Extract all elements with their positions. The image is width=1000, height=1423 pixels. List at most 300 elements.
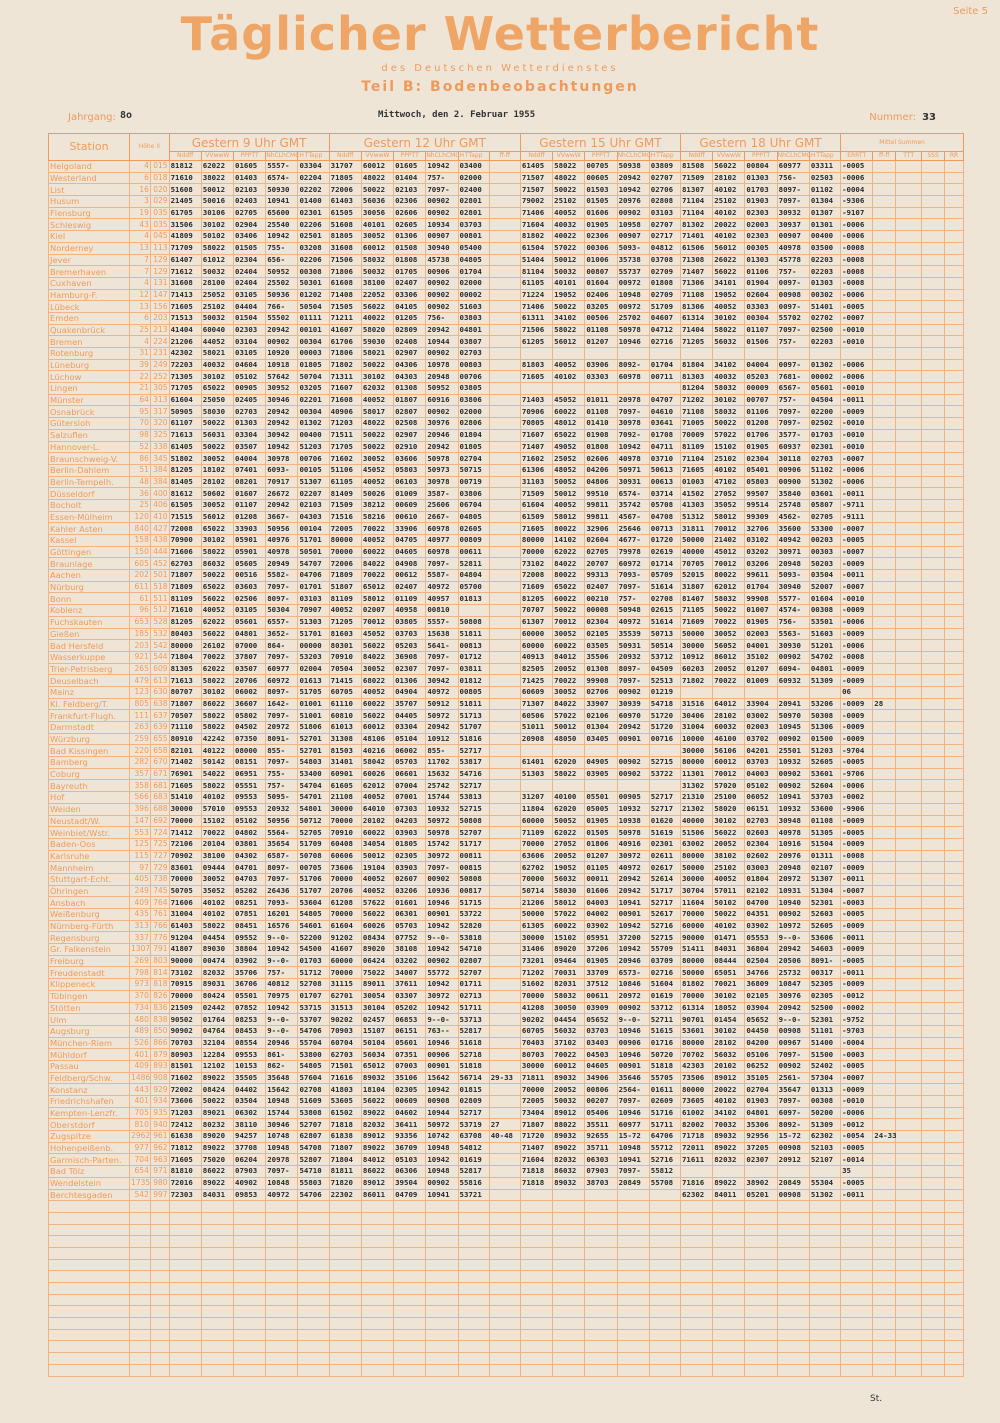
obs-cell: 03606 [394, 453, 426, 465]
obs-cell [585, 348, 617, 360]
obs-cell: 52807 [298, 1154, 329, 1166]
obs-cell: 81812 [169, 161, 201, 173]
obs-cell: 50705 [169, 885, 201, 897]
obs-cell: 51404 [520, 254, 552, 266]
obs-cell [489, 944, 520, 956]
obs-cell: 31608 [169, 277, 201, 289]
page-number: Seite 5 [953, 6, 988, 17]
obs-cell: 71404 [680, 324, 712, 336]
obs-cell: 08000 [234, 745, 266, 757]
obs-cell [489, 312, 520, 324]
station-height: 705 [130, 1107, 151, 1119]
obs-cell: 50978 [426, 453, 458, 465]
station-name: Nürburg [49, 581, 130, 593]
obs-cell: -0009 [841, 862, 873, 874]
obs-cell: 05201 [745, 1189, 777, 1201]
obs-cell: 01007 [745, 605, 777, 617]
obs-cell: 01619 [458, 1154, 489, 1166]
obs-cell: 60705 [329, 686, 361, 698]
obs-cell [896, 476, 922, 488]
obs-cell: 50022 [361, 441, 393, 453]
obs-cell: 03807 [458, 336, 489, 348]
obs-cell: 90202 [520, 1014, 552, 1026]
obs-cell [489, 231, 520, 243]
obs-cell [944, 651, 963, 663]
obs-cell: 52402 [809, 1060, 840, 1072]
obs-cell: 03904 [745, 1002, 777, 1014]
obs-cell: 60022 [361, 827, 393, 839]
obs-cell [896, 1189, 922, 1201]
obs-cell: 04804 [458, 570, 489, 582]
obs-cell: 40032 [713, 371, 745, 383]
obs-cell: 03905 [585, 768, 617, 780]
obs-cell: 89022 [201, 1072, 233, 1084]
empty-cell [458, 1318, 489, 1330]
obs-cell: 71604 [520, 1154, 552, 1166]
obs-cell [944, 535, 963, 547]
station-row [49, 266, 964, 278]
empty-cell [896, 1294, 922, 1306]
station-height: 337 [130, 932, 151, 944]
obs-cell: 40102 [201, 909, 233, 921]
obs-cell: 02305 [809, 990, 840, 1002]
empty-cell [150, 1341, 169, 1353]
obs-cell: 02407 [394, 277, 426, 289]
station-row [49, 254, 964, 266]
obs-cell [873, 312, 896, 324]
obs-cell: 01812 [458, 675, 489, 687]
obs-cell [922, 1154, 945, 1166]
obs-cell [809, 1166, 840, 1178]
obs-cell: 50912 [426, 698, 458, 710]
obs-cell [896, 850, 922, 862]
obs-cell: 03304 [298, 161, 329, 173]
station-height: 6 [130, 312, 151, 324]
obs-cell: 06002 [234, 686, 266, 698]
obs-cell: 40052 [713, 873, 745, 885]
obs-cell: 00908 [777, 289, 809, 301]
obs-cell: 01003 [680, 476, 712, 488]
obs-cell: 35742 [617, 499, 649, 511]
obs-cell: 25748 [777, 499, 809, 511]
obs-cell: 02704 [745, 1084, 777, 1096]
obs-cell: 05501 [585, 792, 617, 804]
obs-cell: 40052 [553, 207, 585, 219]
obs-cell [922, 418, 945, 430]
obs-cell: 35707 [394, 698, 426, 710]
obs-cell: 50200 [809, 1107, 840, 1119]
obs-cell: 03714 [649, 488, 680, 500]
obs-cell: 01613 [298, 675, 329, 687]
obs-cell [922, 815, 945, 827]
obs-cell: 03902 [585, 920, 617, 932]
empty-cell [809, 1259, 840, 1271]
column-header: VVwwW [201, 152, 233, 161]
station-index: 410 [150, 511, 169, 523]
obs-cell: 56036 [361, 196, 393, 208]
obs-cell [922, 1049, 945, 1061]
obs-cell: 58032 [713, 383, 745, 395]
empty-cell [458, 1329, 489, 1341]
obs-cell [489, 499, 520, 511]
obs-cell: 38100 [201, 850, 233, 862]
empty-cell [49, 1271, 130, 1283]
obs-cell [922, 453, 945, 465]
station-height: 405 [130, 873, 151, 885]
obs-cell [896, 242, 922, 254]
obs-cell [944, 1107, 963, 1119]
obs-cell: 7097- [266, 1166, 298, 1178]
empty-cell [394, 1201, 426, 1213]
obs-cell [873, 838, 896, 850]
obs-cell [873, 161, 896, 173]
obs-cell [922, 558, 945, 570]
obs-cell: 01905 [585, 219, 617, 231]
obs-cell: 71605 [169, 1154, 201, 1166]
obs-cell [520, 348, 552, 360]
obs-cell: 01805 [394, 838, 426, 850]
obs-cell [944, 429, 963, 441]
obs-cell: 40022 [553, 231, 585, 243]
obs-cell: 00210 [585, 593, 617, 605]
obs-cell: 58022 [553, 768, 585, 780]
obs-cell: 00308 [298, 266, 329, 278]
empty-cell [680, 1341, 712, 1353]
station-row [49, 1014, 964, 1026]
obs-cell: 7097- [617, 406, 649, 418]
obs-cell [944, 675, 963, 687]
empty-cell [458, 1353, 489, 1365]
obs-cell: 03702 [745, 733, 777, 745]
empty-cell [458, 1236, 489, 1248]
obs-cell: 00801 [458, 231, 489, 243]
obs-cell: 08201 [234, 476, 266, 488]
obs-cell: 55702 [777, 312, 809, 324]
obs-cell [896, 1131, 922, 1143]
obs-cell: 57010 [201, 803, 233, 815]
obs-cell: 35646 [617, 1072, 649, 1084]
station-row [49, 1236, 964, 1248]
obs-cell [944, 1049, 963, 1061]
obs-cell [896, 418, 922, 430]
obs-cell: 61311 [520, 312, 552, 324]
obs-cell [944, 383, 963, 395]
obs-cell: 02807 [458, 955, 489, 967]
obs-cell: 08253 [234, 1014, 266, 1026]
obs-cell: 52820 [458, 920, 489, 932]
obs-cell: 34906 [585, 1072, 617, 1084]
obs-cell: 08444 [713, 955, 745, 967]
empty-cell [266, 1271, 298, 1283]
obs-cell: 81802 [520, 231, 552, 243]
obs-cell: 03805 [394, 616, 426, 628]
obs-cell: 50022 [553, 184, 585, 196]
station-height: 25 [130, 499, 151, 511]
station-name: Coburg [49, 768, 130, 780]
empty-cell [426, 1364, 458, 1376]
obs-cell: 60022 [553, 640, 585, 652]
obs-cell: 89031 [201, 979, 233, 991]
obs-cell [489, 1142, 520, 1154]
empty-cell [49, 1318, 130, 1330]
obs-cell: 53721 [458, 1189, 489, 1201]
empty-cell [944, 1259, 963, 1271]
empty-cell [553, 1318, 585, 1330]
empty-cell [617, 1364, 649, 1376]
station-index: 252 [150, 371, 169, 383]
station-name: Weiden [49, 803, 130, 815]
obs-cell [922, 266, 945, 278]
station-row [49, 429, 964, 441]
obs-cell: 70000 [680, 909, 712, 921]
obs-cell: 54706 [298, 1189, 329, 1201]
obs-cell: 58030 [553, 885, 585, 897]
obs-cell: -0005 [841, 161, 873, 173]
obs-cell: 51309 [809, 675, 840, 687]
obs-cell [944, 570, 963, 582]
obs-cell: 15642 [426, 1072, 458, 1084]
obs-cell: 31807 [680, 581, 712, 593]
obs-cell: 03709 [649, 955, 680, 967]
station-index: 129 [150, 254, 169, 266]
obs-cell: 00906 [426, 1049, 458, 1061]
obs-cell: 40978 [777, 242, 809, 254]
obs-cell: 06151 [394, 1025, 426, 1037]
empty-cell [553, 1247, 585, 1259]
obs-cell: 02404 [234, 277, 266, 289]
group-15-header: Gestern 15 Uhr GMT [520, 134, 680, 152]
obs-cell: 03507 [234, 441, 266, 453]
obs-cell: 05202 [394, 1002, 426, 1014]
empty-cell [841, 1364, 873, 1376]
obs-cell: 70000 [520, 1084, 552, 1096]
obs-cell: 61306 [520, 464, 552, 476]
obs-cell: 05202 [234, 885, 266, 897]
obs-cell: 86032 [201, 558, 233, 570]
obs-cell: 25702 [617, 312, 649, 324]
obs-cell: 10000 [680, 733, 712, 745]
empty-cell [841, 1306, 873, 1318]
obs-cell [944, 348, 963, 360]
station-index: 231 [150, 348, 169, 360]
obs-cell: 20052 [553, 850, 585, 862]
obs-cell: 02606 [585, 453, 617, 465]
obs-cell: 7097- [266, 581, 298, 593]
obs-cell [553, 348, 585, 360]
obs-cell: 02709 [649, 289, 680, 301]
obs-cell: 02304 [745, 838, 777, 850]
empty-cell [745, 1318, 777, 1330]
obs-cell: 02203 [809, 336, 840, 348]
obs-cell: 00806 [585, 1084, 617, 1096]
obs-cell: 70000 [520, 838, 552, 850]
obs-cell: 01011 [585, 394, 617, 406]
obs-cell: 2667- [426, 511, 458, 523]
obs-cell: 71511 [329, 429, 361, 441]
obs-cell: 57604 [298, 1072, 329, 1084]
station-name: Salzuflen [49, 429, 130, 441]
station-row [49, 488, 964, 500]
obs-cell: 02303 [234, 324, 266, 336]
obs-cell: 03710 [649, 453, 680, 465]
obs-cell: 10942 [617, 441, 649, 453]
empty-cell [649, 1212, 680, 1224]
obs-cell: 04607 [649, 312, 680, 324]
obs-cell: 50905 [169, 406, 201, 418]
station-index: 738 [150, 873, 169, 885]
empty-cell [680, 1283, 712, 1295]
empty-cell [873, 1294, 896, 1306]
obs-cell: 71110 [169, 722, 201, 734]
obs-cell: 02203 [809, 254, 840, 266]
obs-cell: 7097- [617, 1096, 649, 1108]
empty-cell [426, 1224, 458, 1236]
obs-cell: 80022 [553, 523, 585, 535]
obs-cell: 7093- [266, 897, 298, 909]
empty-cell [713, 1294, 745, 1306]
obs-cell: 50973 [426, 464, 458, 476]
obs-cell: 99611 [745, 570, 777, 582]
obs-cell: 80000 [680, 1084, 712, 1096]
obs-cell: 30118 [777, 453, 809, 465]
obs-cell: 62020 [553, 803, 585, 815]
empty-cell [520, 1236, 552, 1248]
obs-cell: 54805 [298, 909, 329, 921]
obs-cell: 38804 [234, 944, 266, 956]
obs-cell: -9704 [841, 745, 873, 757]
obs-cell: 71602 [329, 453, 361, 465]
station-index: 313 [150, 394, 169, 406]
station-height: 97 [130, 862, 151, 874]
station-index: 501 [150, 570, 169, 582]
obs-cell: 73506 [680, 1072, 712, 1084]
obs-cell: 51302 [809, 476, 840, 488]
station-name: Wasserkuppe [49, 651, 130, 663]
obs-cell: 01815 [458, 1084, 489, 1096]
station-height: 7 [130, 266, 151, 278]
obs-cell: 01904 [745, 277, 777, 289]
obs-cell: 01102 [809, 184, 840, 196]
obs-cell: 70021 [713, 979, 745, 991]
obs-cell: 71205 [329, 616, 361, 628]
obs-cell [922, 441, 945, 453]
empty-cell [266, 1294, 298, 1306]
obs-cell: 10944 [426, 336, 458, 348]
obs-cell: 03803 [458, 312, 489, 324]
obs-cell: 02708 [298, 1084, 329, 1096]
obs-cell: 0097- [777, 277, 809, 289]
obs-cell [896, 838, 922, 850]
obs-cell: 02809 [458, 1096, 489, 1108]
empty-cell [777, 1318, 809, 1330]
obs-cell: 03304 [234, 429, 266, 441]
obs-cell: 30931 [617, 476, 649, 488]
station-index: 147 [150, 289, 169, 301]
obs-cell: 81407 [680, 593, 712, 605]
obs-cell: 00905 [617, 792, 649, 804]
obs-cell [896, 710, 922, 722]
empty-cell [361, 1247, 393, 1259]
obs-cell [873, 885, 896, 897]
obs-cell: 54710 [298, 1166, 329, 1178]
obs-cell: 50022 [201, 418, 233, 430]
obs-cell: 02503 [809, 172, 840, 184]
empty-cell [713, 1247, 745, 1259]
obs-cell: -0005 [841, 757, 873, 769]
empty-cell [922, 1224, 945, 1236]
obs-cell: 70906 [520, 406, 552, 418]
obs-cell: 04351 [745, 909, 777, 921]
obs-cell: 40000 [680, 546, 712, 558]
obs-cell: 71211 [329, 312, 361, 324]
station-row [49, 733, 964, 745]
empty-cell [169, 1224, 201, 1236]
station-height: 51 [130, 464, 151, 476]
obs-cell [489, 827, 520, 839]
obs-cell: 04105 [394, 301, 426, 313]
station-row [49, 523, 964, 535]
obs-cell: 00902 [617, 207, 649, 219]
obs-cell: 756- [426, 312, 458, 324]
obs-cell: 34766 [745, 967, 777, 979]
obs-cell: 03403 [585, 1037, 617, 1049]
station-row [49, 1037, 964, 1049]
obs-cell: 02717 [649, 231, 680, 243]
station-height: 31 [130, 348, 151, 360]
empty-cell [234, 1283, 266, 1295]
obs-cell: 5587- [426, 570, 458, 582]
obs-cell: 2561- [777, 1072, 809, 1084]
obs-cell: -9703 [841, 1025, 873, 1037]
obs-cell: 58022 [201, 546, 233, 558]
station-height: 22 [130, 371, 151, 383]
station-height: 123 [130, 686, 151, 698]
obs-cell: 08453 [234, 1025, 266, 1037]
obs-cell [489, 242, 520, 254]
obs-cell [489, 686, 520, 698]
obs-cell: 61405 [169, 441, 201, 453]
obs-cell: 6587- [266, 850, 298, 862]
obs-cell: 51807 [329, 581, 361, 593]
obs-cell: 01303 [745, 254, 777, 266]
obs-cell: 01208 [745, 418, 777, 430]
obs-cell: 51602 [520, 979, 552, 991]
obs-cell: 19052 [713, 289, 745, 301]
obs-cell: 03500 [809, 242, 840, 254]
obs-cell: 7097- [426, 651, 458, 663]
obs-cell: 04604 [234, 359, 266, 371]
obs-cell: 30106 [201, 207, 233, 219]
obs-cell [489, 348, 520, 360]
obs-cell [896, 301, 922, 313]
obs-cell: 81612 [169, 488, 201, 500]
obs-cell: 09444 [201, 862, 233, 874]
obs-cell: 51506 [680, 827, 712, 839]
obs-cell [922, 1166, 945, 1178]
empty-cell [713, 1364, 745, 1376]
empty-cell [169, 1341, 201, 1353]
obs-cell: 0097- [777, 301, 809, 313]
obs-cell [896, 499, 922, 511]
obs-cell: 31513 [329, 1002, 361, 1014]
obs-cell: 20978 [266, 1154, 298, 1166]
obs-cell: 80000 [680, 757, 712, 769]
obs-cell: 02105 [585, 628, 617, 640]
obs-cell: 00908 [777, 1025, 809, 1037]
obs-cell: 70000 [169, 990, 201, 1002]
obs-cell: 72006 [329, 184, 361, 196]
obs-cell: 04001 [745, 640, 777, 652]
